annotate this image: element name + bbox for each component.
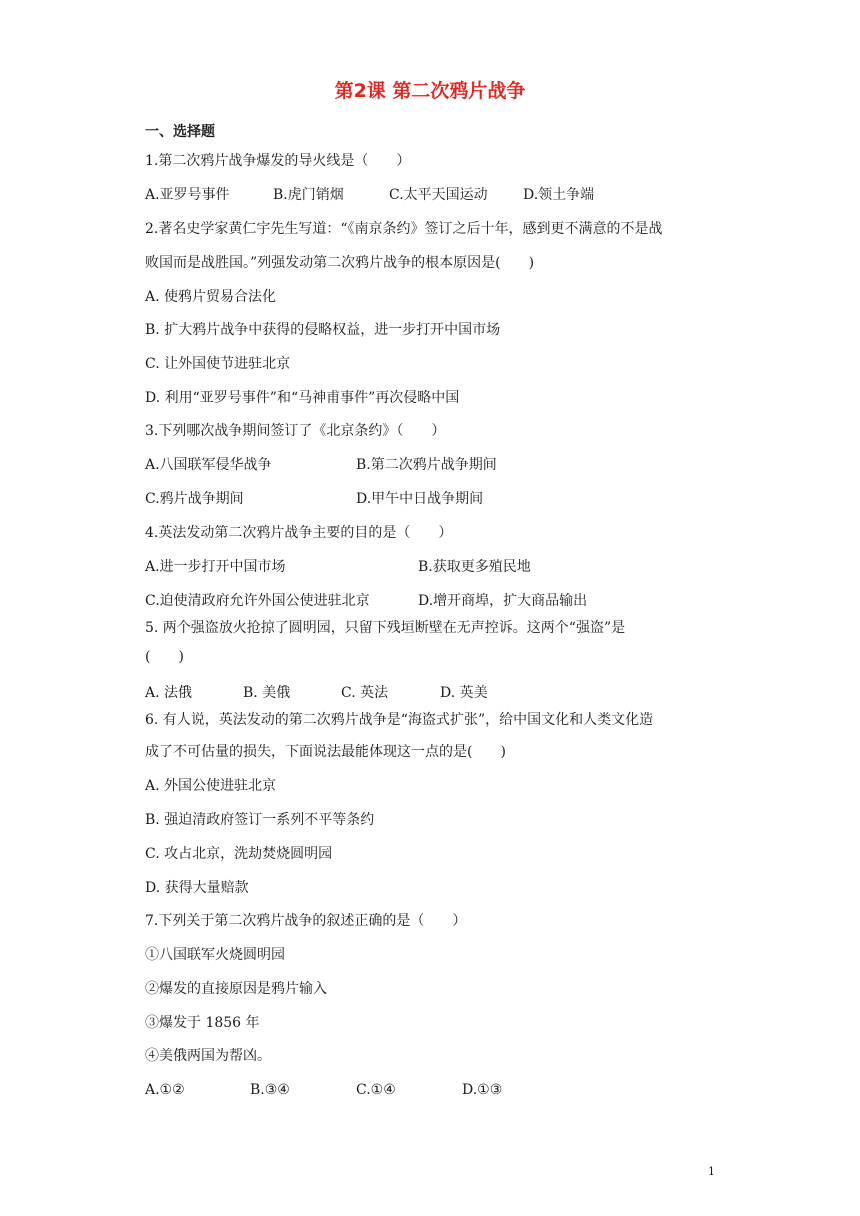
q6-option-b: B. 强迫清政府签订一系列不平等条约 — [145, 812, 375, 828]
question-5-stem-line2: ( ) — [145, 649, 184, 665]
q1-option-c: C.太平天国运动 — [389, 187, 488, 203]
q6-option-c: C. 攻占北京，洗劫焚烧圆明园 — [145, 846, 333, 862]
q4-option-d: D.增开商埠，扩大商品输出 — [418, 593, 588, 609]
q2-option-a: A. 使鸦片贸易合法化 — [145, 289, 277, 305]
q2-option-c: C. 让外国使节进驻北京 — [145, 356, 291, 372]
q3-option-d: D.甲午中日战争期间 — [356, 491, 484, 507]
page-title: 第2课 第二次鸦片战争 — [334, 80, 526, 102]
q2-option-b: B. 扩大鸦片战争中获得的侵略权益，进一步打开中国市场 — [145, 322, 501, 338]
q6-option-d: D. 获得大量赔款 — [145, 880, 249, 896]
q1-option-b: B.虎门销烟 — [273, 187, 344, 203]
question-1-stem: 1.第二次鸦片战争爆发的导火线是（ ） — [145, 153, 411, 169]
q3-option-a: A.八国联军侵华战争 — [145, 457, 272, 473]
q4-option-c: C.迫使清政府允许外国公使进驻北京 — [145, 593, 370, 609]
q1-option-d: D.领土争端 — [523, 187, 595, 203]
q7-statement-2: ②爆发的直接原因是鸦片输入 — [145, 981, 327, 997]
q4-option-b: B.获取更多殖民地 — [418, 559, 531, 575]
q7-statement-4: ④美俄两国为帮凶。 — [145, 1048, 271, 1064]
q6-option-a: A. 外国公使进驻北京 — [145, 778, 277, 794]
question-6-stem-line1: 6. 有人说，英法发动的第二次鸦片战争是“海盗式扩张”，给中国文化和人类文化造 — [145, 712, 654, 728]
q5-option-a: A. 法俄 — [145, 685, 193, 701]
q7-statement-1: ①八国联军火烧圆明园 — [145, 947, 285, 963]
q7-option-c: C.①④ — [356, 1082, 396, 1098]
page-number: 1 — [708, 1165, 715, 1178]
question-5-stem-line1: 5. 两个强盗放火抢掠了圆明园，只留下残垣断壁在无声控诉。这两个“强盗”是 — [145, 620, 626, 636]
q1-option-a: A.亚罗号事件 — [145, 187, 230, 203]
q3-option-c: C.鸦片战争期间 — [145, 491, 244, 507]
question-3-stem: 3.下列哪次战争期间签订了《北京条约》（ ） — [145, 423, 446, 439]
question-4-stem: 4.英法发动第二次鸦片战争主要的目的是（ ） — [145, 525, 453, 541]
q5-option-c: C. 英法 — [341, 685, 389, 701]
q4-option-a: A.进一步打开中国市场 — [145, 559, 286, 575]
q7-option-a: A.①② — [145, 1082, 185, 1098]
q5-option-d: D. 英美 — [440, 685, 488, 701]
question-2-stem-line2: 败国而是战胜国。”列强发动第二次鸦片战争的根本原因是( ) — [145, 255, 535, 271]
q5-option-b: B. 美俄 — [243, 685, 291, 701]
q7-option-b: B.③④ — [250, 1082, 290, 1098]
question-7-stem: 7.下列关于第二次鸦片战争的叙述正确的是（ ） — [145, 913, 467, 929]
question-6-stem-line2: 成了不可估量的损失，下面说法最能体现这一点的是( ) — [145, 744, 506, 760]
q3-option-b: B.第二次鸦片战争期间 — [356, 457, 497, 473]
q7-option-d: D.①③ — [462, 1082, 503, 1098]
section-heading: 一、选择题 — [145, 124, 215, 140]
q7-statement-3: ③爆发于 1856 年 — [145, 1015, 260, 1031]
question-2-stem-line1: 2.著名史学家黄仁宇先生写道：“《南京条约》签订之后十年，感到更不满意的不是战 — [145, 221, 663, 237]
q2-option-d: D. 利用“亚罗号事件”和“马神甫事件”再次侵略中国 — [145, 390, 460, 406]
